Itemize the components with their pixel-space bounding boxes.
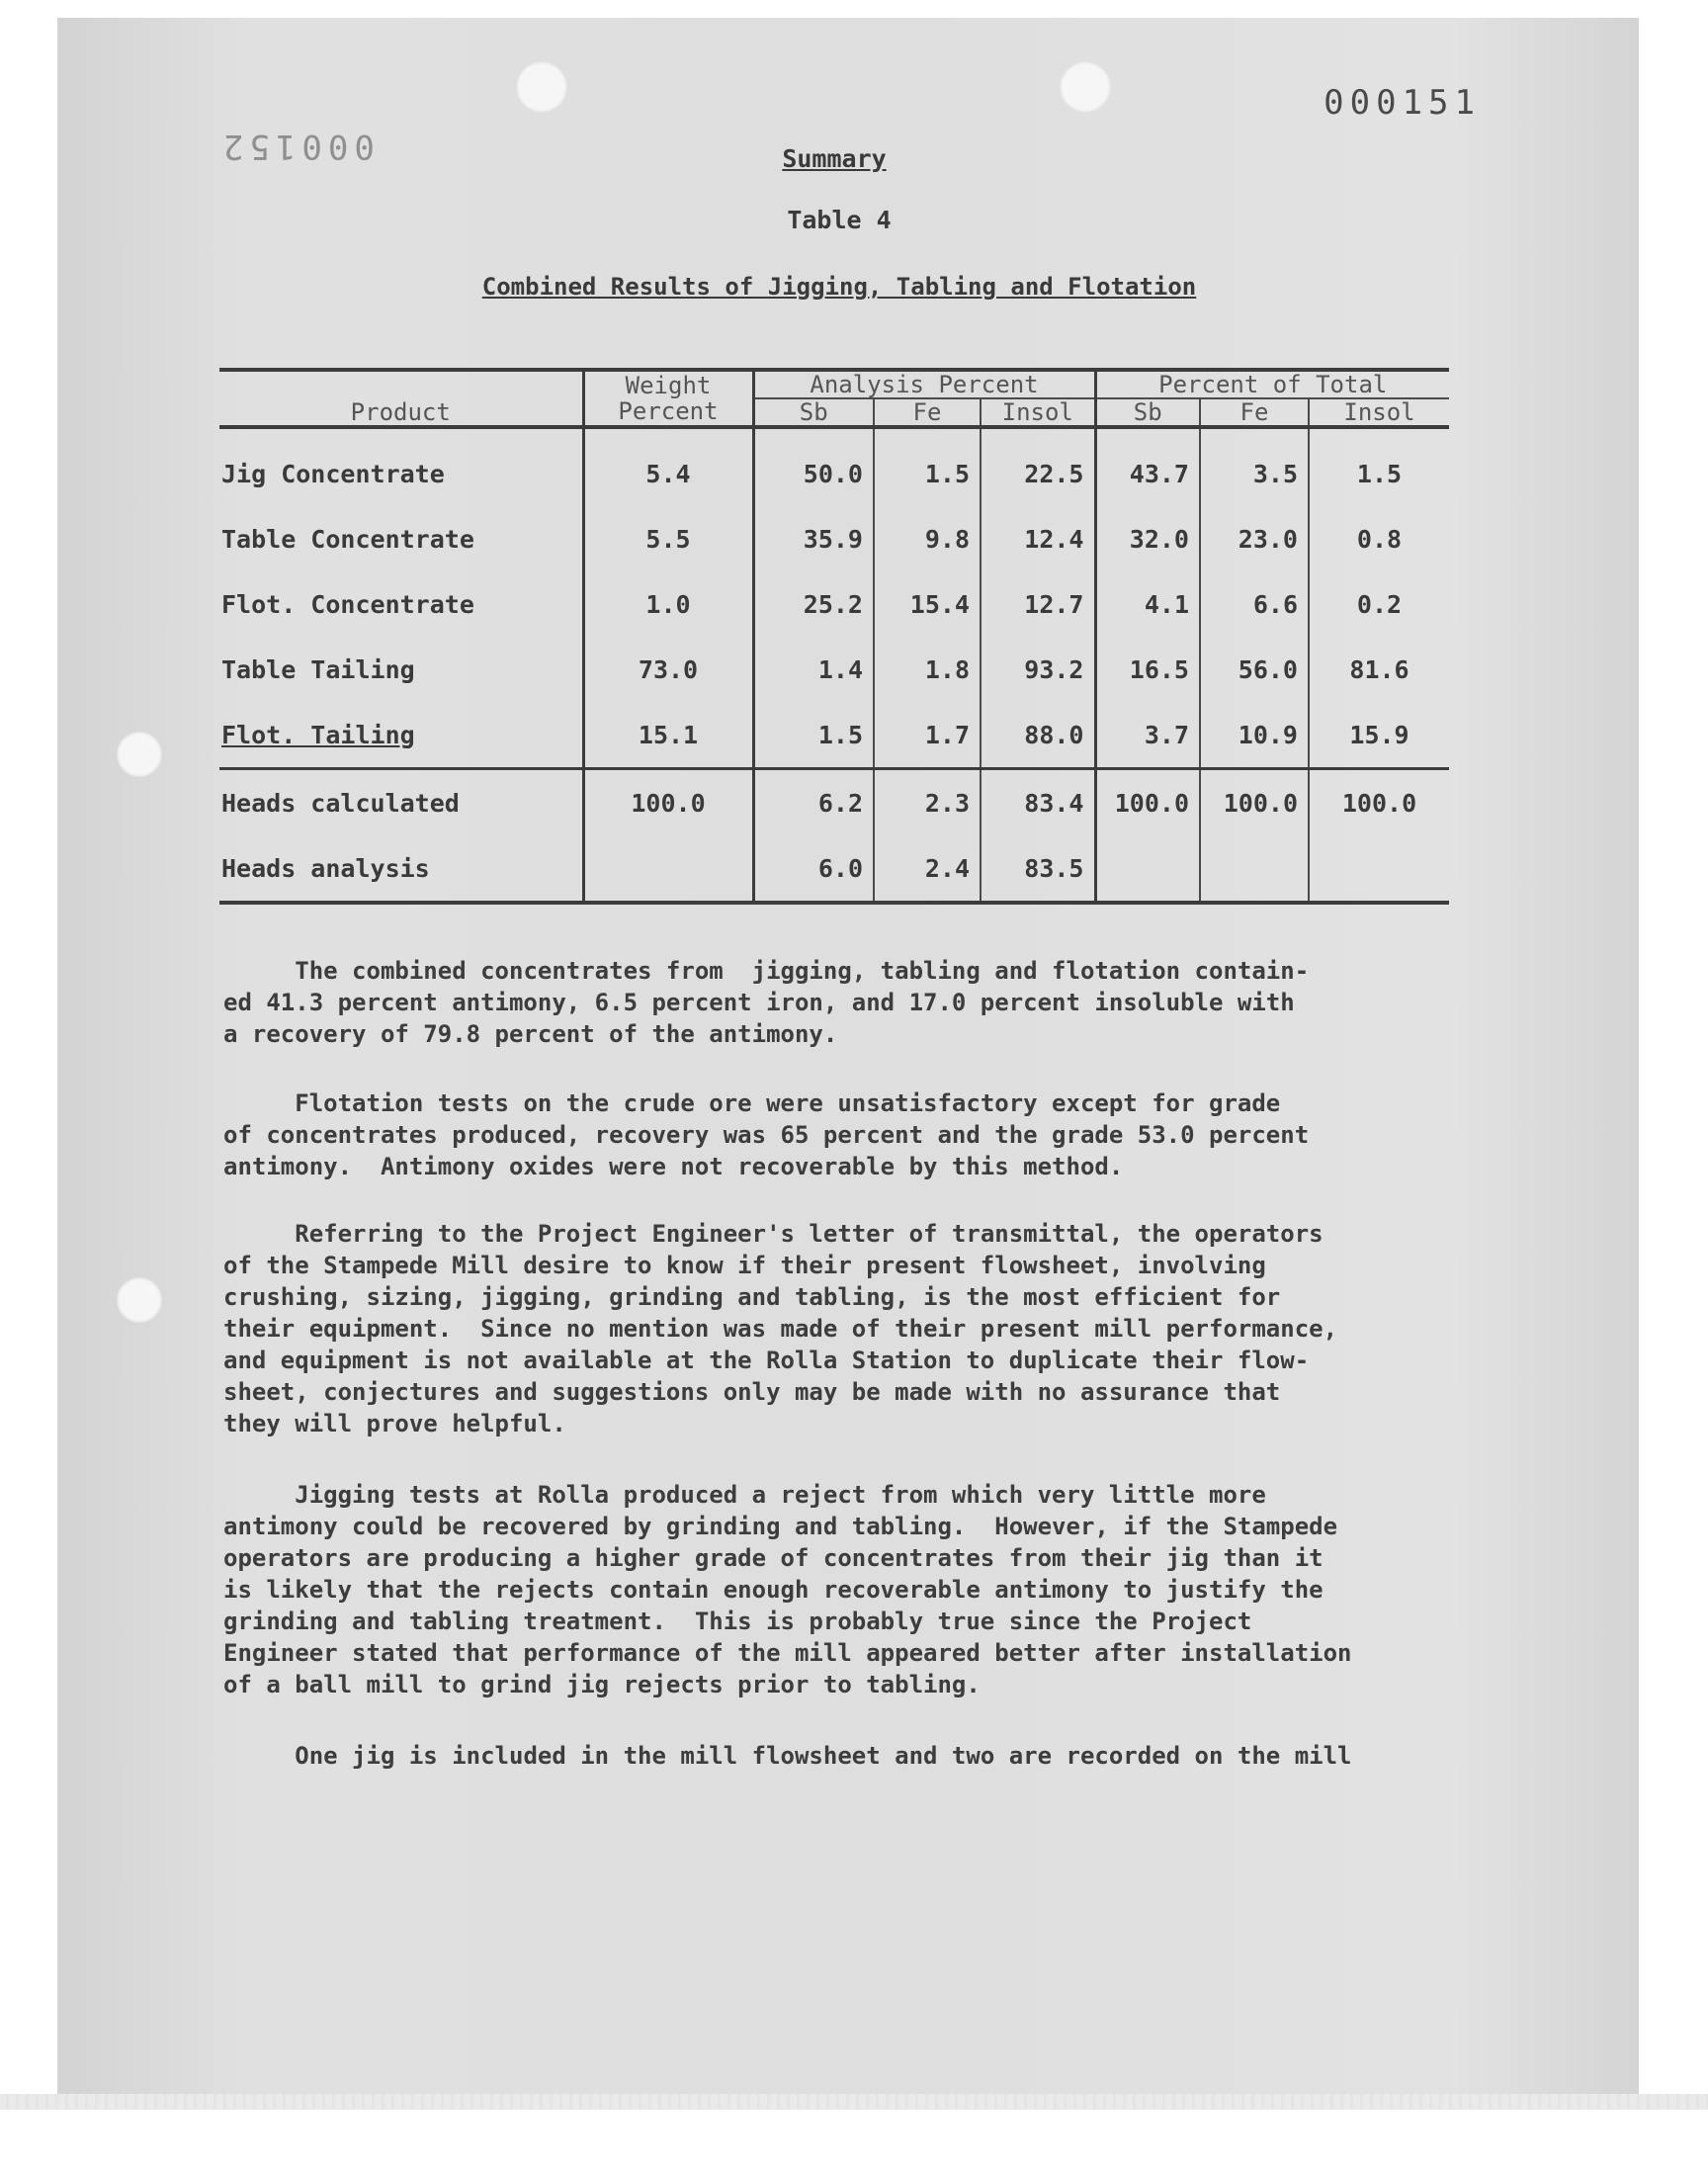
scan-edge-strip (0, 2094, 1708, 2110)
row-total-fe: 10.9 (1200, 702, 1309, 769)
table-row (219, 506, 1449, 571)
row-analysis-sb: 25.2 (753, 571, 874, 637)
table-row-heads-calculated (219, 769, 1449, 836)
row-analysis-sb: 6.2 (753, 769, 874, 836)
row-total-fe: 3.5 (1200, 441, 1309, 506)
row-analysis-fe: 15.4 (874, 571, 981, 637)
col-header-analysis-sb: Sb (753, 398, 874, 427)
row-total-sb: 32.0 (1095, 506, 1200, 571)
table-row (219, 571, 1449, 637)
row-analysis-insol: 22.5 (981, 441, 1095, 506)
row-analysis-insol: 12.7 (981, 571, 1095, 637)
row-analysis-sb: 1.5 (753, 702, 874, 769)
table-label: Table 4 (787, 206, 892, 234)
col-header-total-fe: Fe (1200, 398, 1309, 427)
col-header-product: Product (219, 370, 583, 427)
punch-hole-side-lower (117, 1277, 162, 1323)
row-analysis-sb: 6.0 (753, 835, 874, 903)
row-analysis-sb: 1.4 (753, 637, 874, 702)
row-total-insol: 0.2 (1309, 571, 1449, 637)
row-product: Heads analysis (221, 853, 430, 883)
row-total-fe: 56.0 (1200, 637, 1309, 702)
row-total-sb: 4.1 (1095, 571, 1200, 637)
paragraph-combined-concentrates: The combined concentrates from jigging, tabling and flotation contain- ed 41.3 percent antimony, 6.5 percent iron, and 17.0 percent insoluble with a recovery of 79.8 percent of the antimony. (223, 957, 1310, 1048)
col-header-total-sb: Sb (1095, 398, 1200, 427)
page-number-stamp: 000151 (1324, 83, 1481, 123)
row-analysis-fe: 1.5 (874, 441, 981, 506)
table-row-heads-analysis (219, 835, 1449, 903)
row-total-fe: 6.6 (1200, 571, 1309, 637)
row-product: Flot. Concentrate (221, 589, 474, 619)
row-weight: 100.0 (583, 769, 753, 836)
table-title: Combined Results of Jigging, Tabling and Flotation (481, 273, 1197, 301)
punch-hole-top-right (1060, 61, 1111, 113)
row-weight: 73.0 (583, 637, 753, 702)
row-total-fe: 100.0 (1200, 769, 1309, 836)
row-analysis-fe: 2.4 (874, 835, 981, 903)
row-weight: 5.5 (583, 506, 753, 571)
row-total-sb: 43.7 (1095, 441, 1200, 506)
row-total-insol: 81.6 (1309, 637, 1449, 702)
table-row (219, 637, 1449, 702)
row-product: Jig Concentrate (221, 459, 445, 488)
row-analysis-insol: 93.2 (981, 637, 1095, 702)
row-total-fe-empty (1200, 835, 1309, 903)
paragraph-flotation-tests: Flotation tests on the crude ore were unsatisfactory except for grade of concentrates produced, recovery was 65 percent and the grade 53.0 percent antimony. Antimony oxides were not recoverable by this method. (223, 1089, 1310, 1180)
row-total-sb-empty (1095, 835, 1200, 903)
row-product: Table Concentrate (221, 524, 474, 554)
row-total-insol: 100.0 (1309, 769, 1449, 836)
punch-hole-top-left (516, 61, 567, 113)
punch-hole-side-upper (117, 732, 162, 777)
row-total-fe: 23.0 (1200, 506, 1309, 571)
row-weight: 15.1 (583, 702, 753, 769)
row-analysis-fe: 2.3 (874, 769, 981, 836)
results-table (219, 368, 1449, 905)
row-total-insol: 0.8 (1309, 506, 1449, 571)
row-product: Heads calculated (221, 788, 460, 818)
col-header-total-insol: Insol (1309, 398, 1449, 427)
paragraph-one-jig: One jig is included in the mill flowsheet and two are recorded on the mill (223, 1742, 1352, 1770)
col-header-analysis-insol: Insol (981, 398, 1095, 427)
row-total-sb: 16.5 (1095, 637, 1200, 702)
row-total-sb: 100.0 (1095, 769, 1200, 836)
row-analysis-fe: 1.8 (874, 637, 981, 702)
row-total-insol-empty (1309, 835, 1449, 903)
paragraph-project-engineer: Referring to the Project Engineer's letter of transmittal, the operators of the Stampede Mill desire to know if their present flowsheet, involving crushing, sizing, jigging, grinding and tabling, is the most efficient for their equipment. Since no mention was made of their present mill performance, and equipment is not available at the Rolla Station to duplicate their flow- sheet, conjectures and suggestions only may be made with no assurance that they will prove helpful. (223, 1220, 1338, 1437)
table-row (219, 441, 1449, 506)
col-header-analysis-fe: Fe (874, 398, 981, 427)
mirrored-page-number-stamp: 000152 (217, 127, 375, 166)
row-analysis-insol: 83.5 (981, 835, 1095, 903)
row-weight-empty (583, 835, 753, 903)
row-total-insol: 15.9 (1309, 702, 1449, 769)
row-weight: 5.4 (583, 441, 753, 506)
document-page (57, 18, 1639, 2094)
row-analysis-fe: 1.7 (874, 702, 981, 769)
col-header-weight-line1: Weight (625, 372, 712, 399)
table-row (219, 702, 1449, 769)
row-analysis-sb: 50.0 (753, 441, 874, 506)
row-total-sb: 3.7 (1095, 702, 1200, 769)
col-group-analysis: Analysis Percent (753, 370, 1095, 398)
row-analysis-insol: 88.0 (981, 702, 1095, 769)
col-header-weight (583, 370, 753, 427)
paragraph-jigging-tests: Jigging tests at Rolla produced a reject from which very little more antimony could be recovered by grinding and tabling. However, if the Stampede operators are producing a higher grade of concentrates from their jig than it is likely that the rejects contain enough recoverable antimony to justify the grinding and tabling treatment. This is probably true since the Project Engineer stated that performance of the mill appeared better after installation of a ball mill to grind jig rejects prior to tabling. (223, 1481, 1352, 1698)
row-total-insol: 1.5 (1309, 441, 1449, 506)
row-analysis-sb: 35.9 (753, 506, 874, 571)
row-product: Table Tailing (221, 654, 415, 684)
summary-heading: Summary (782, 144, 887, 173)
row-analysis-insol: 83.4 (981, 769, 1095, 836)
row-analysis-insol: 12.4 (981, 506, 1095, 571)
row-weight: 1.0 (583, 571, 753, 637)
col-group-total: Percent of Total (1095, 370, 1449, 398)
col-header-weight-line2: Percent (618, 397, 719, 425)
row-product: Flot. Tailing (219, 702, 583, 769)
row-analysis-fe: 9.8 (874, 506, 981, 571)
